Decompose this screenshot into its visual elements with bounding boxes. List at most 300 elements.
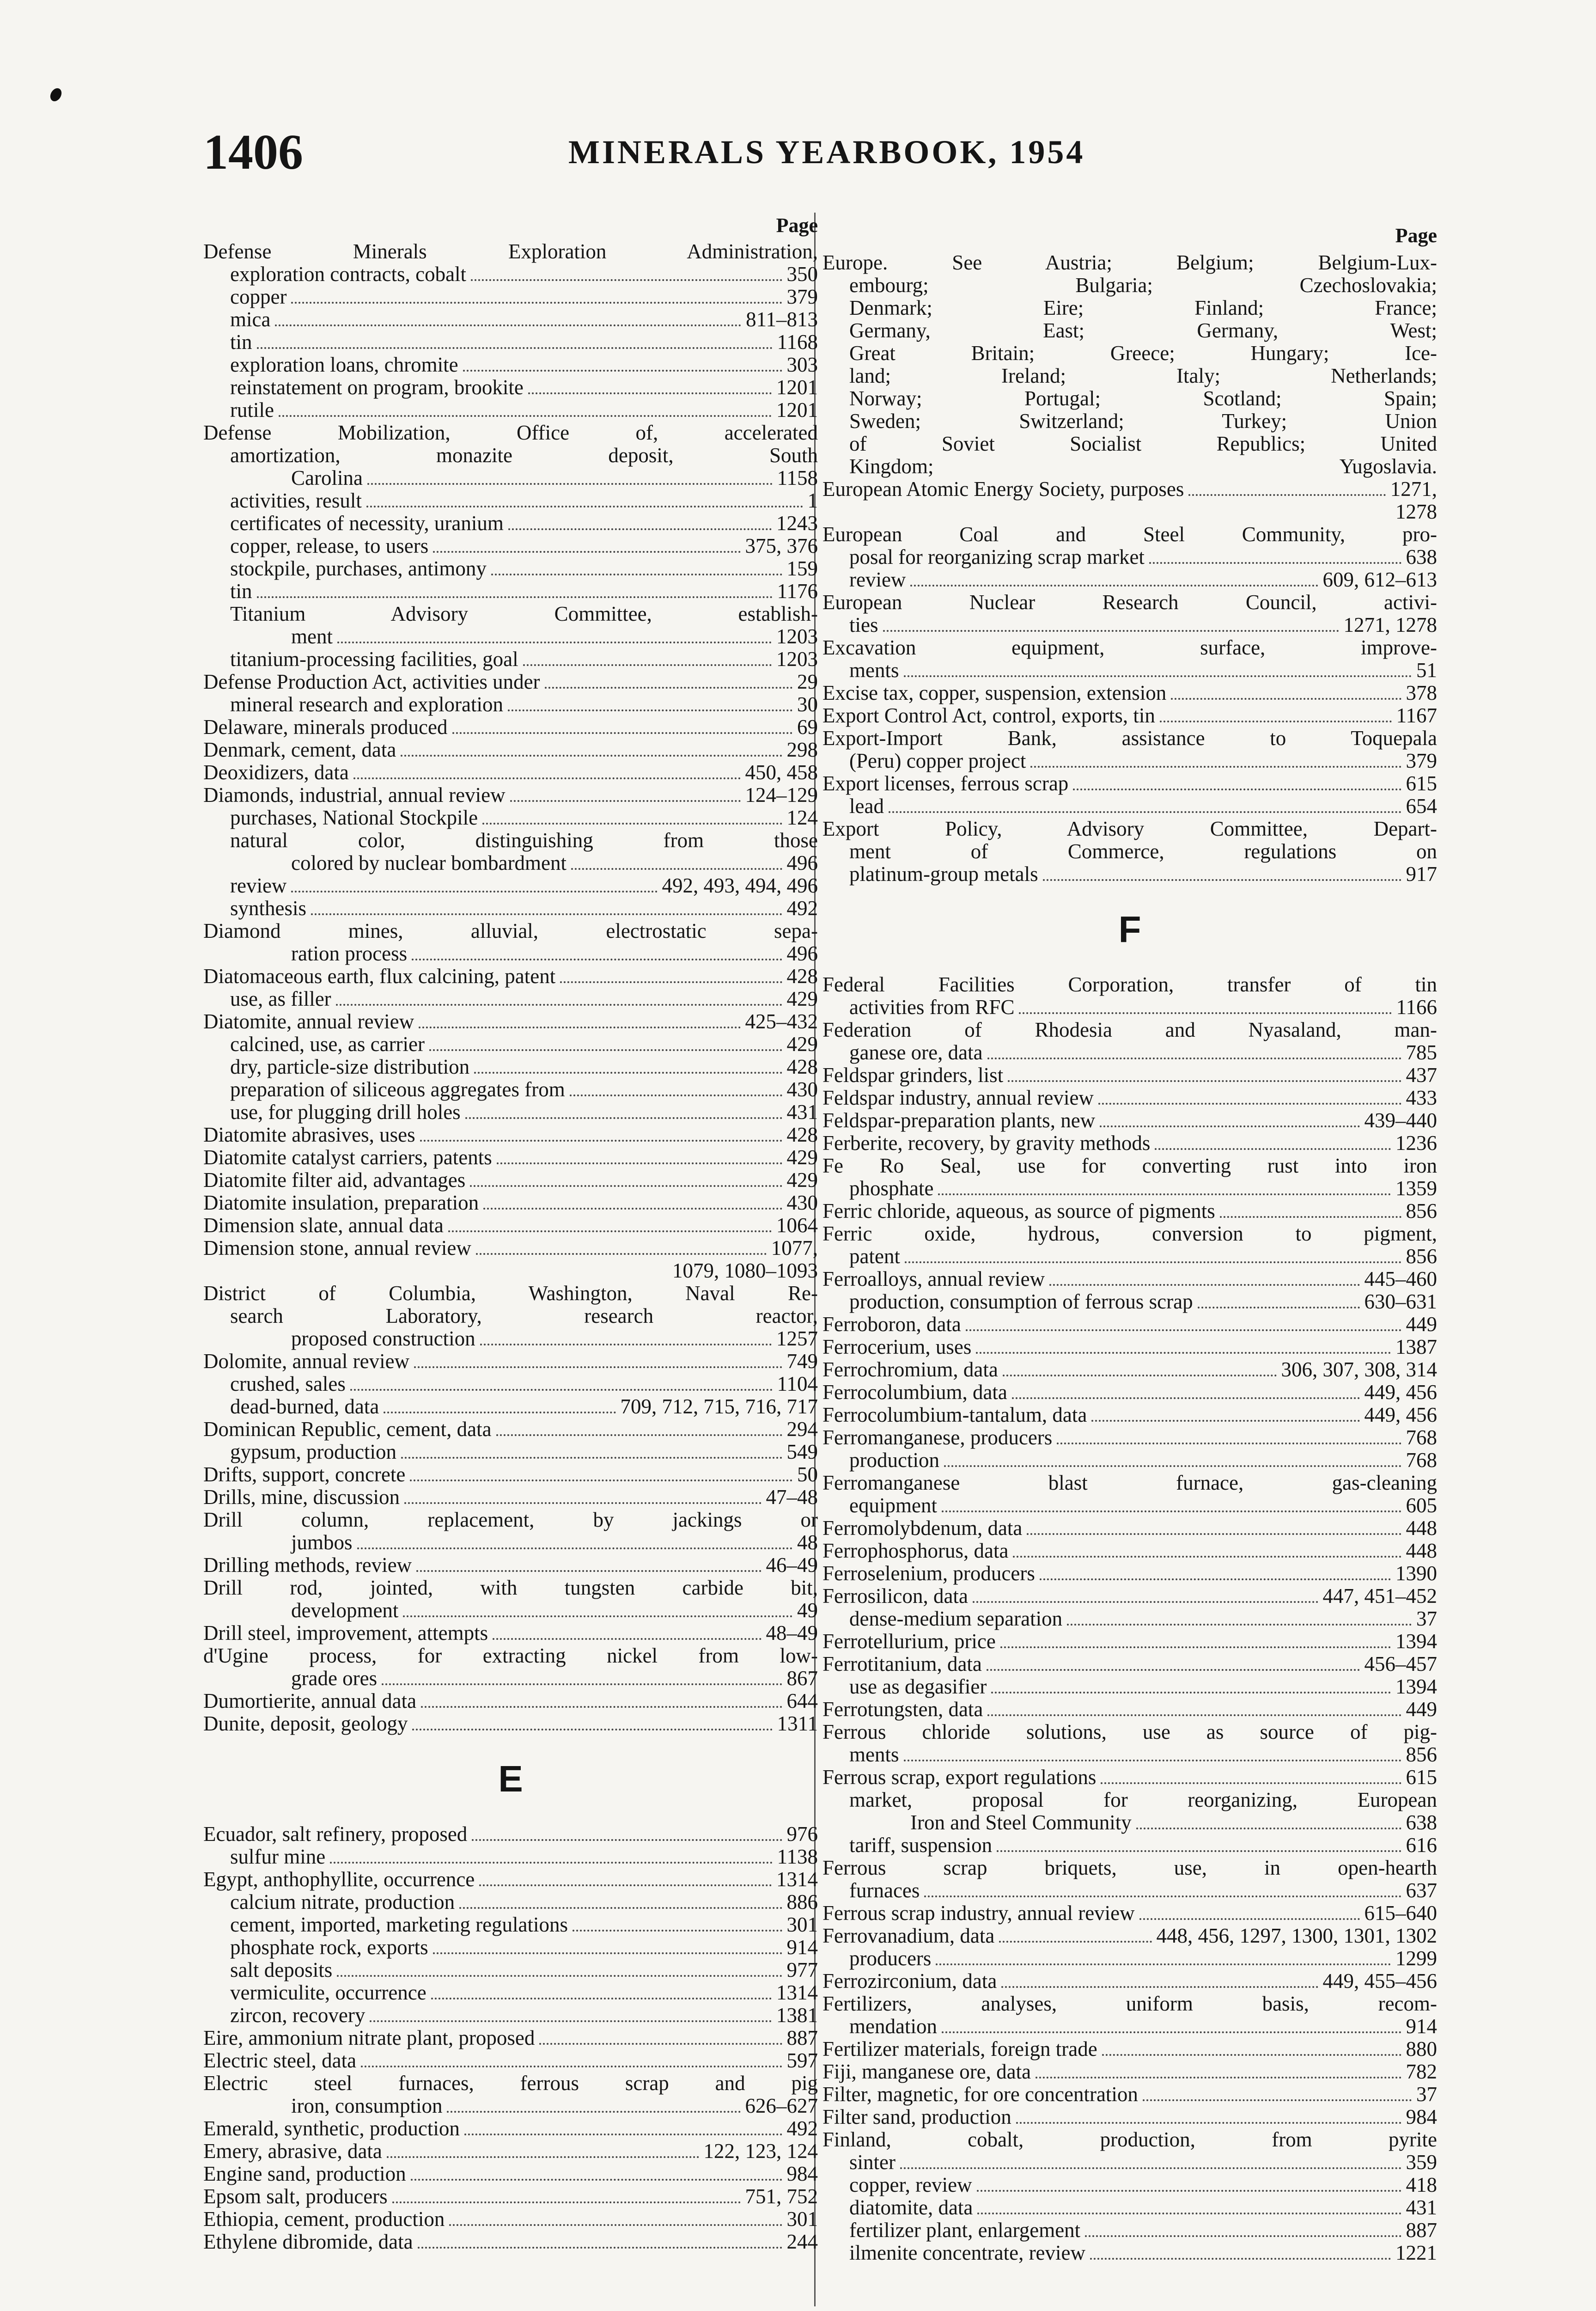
- page-ref: 46–49: [766, 1554, 818, 1577]
- entry-text: Ferromanganese, producers: [822, 1426, 1053, 1449]
- index-entry: [203, 1124, 818, 1146]
- entry-text: mendation: [849, 2015, 937, 2038]
- page-ref: 768: [1406, 1426, 1437, 1449]
- index-entry: [822, 1811, 1437, 1834]
- running-title: MINERALS YEARBOOK, 1954: [568, 134, 1085, 171]
- dot-leader: [361, 2066, 782, 2067]
- dot-leader: [412, 1729, 772, 1730]
- dot-leader: [414, 1366, 782, 1368]
- entry-text: activities, result: [230, 489, 362, 512]
- dot-leader: [1008, 1080, 1401, 1082]
- dot-leader: [496, 1434, 782, 1436]
- index-entry: [203, 1146, 818, 1169]
- entry-text: Ferrophosphorus, data: [822, 1540, 1009, 1562]
- dot-leader: [508, 709, 792, 711]
- entry-text: mica: [230, 308, 271, 331]
- entry-text: Federation of Rhodesia and Nyasaland, man-: [822, 1019, 1437, 1041]
- dot-leader: [987, 1669, 1360, 1671]
- index-entry: [822, 1494, 1437, 1517]
- dot-leader: [889, 811, 1401, 813]
- dot-leader: [1100, 1125, 1359, 1127]
- entry-text: Ferrous scrap industry, annual review: [822, 1902, 1135, 1925]
- index-entry: [822, 1358, 1437, 1381]
- index-entry: [822, 1766, 1437, 1789]
- dot-leader: [1073, 789, 1401, 790]
- index-entry: [203, 829, 818, 852]
- entry-text: tin: [230, 331, 252, 354]
- entry-text: Carolina: [291, 467, 363, 489]
- dot-leader: [257, 596, 773, 598]
- index-entry: [822, 1902, 1437, 1925]
- entry-text: copper: [230, 286, 287, 308]
- entry-text: Drill steel, improvement, attempts: [203, 1622, 488, 1645]
- entry-text: Fiji, manganese ore, data: [822, 2060, 1031, 2083]
- page-ref: 1176: [777, 580, 818, 603]
- page-ref: 1299: [1395, 1947, 1437, 1970]
- dot-leader: [1102, 2054, 1401, 2056]
- index-entry: [203, 1101, 818, 1124]
- index-entry: [203, 648, 818, 671]
- entry-text: Ferrocolumbium, data: [822, 1381, 1007, 1404]
- entry-text: Excise tax, copper, suspension, extension: [822, 682, 1167, 704]
- entry-text: Ferrotellurium, price: [822, 1630, 996, 1653]
- index-entry: [822, 2060, 1437, 2083]
- entry-text: review: [230, 874, 287, 897]
- entry-text: copper, release, to users: [230, 535, 429, 557]
- entry-text: Ferrotitanium, data: [822, 1653, 982, 1675]
- dot-leader: [275, 324, 741, 326]
- index-entry: [203, 1237, 818, 1259]
- page-ref: 1079, 1080–1093: [672, 1259, 818, 1282]
- dot-leader: [560, 981, 782, 983]
- index-entry: [203, 1823, 818, 1846]
- entry-text: ties: [849, 614, 878, 636]
- index-entry: [203, 444, 818, 467]
- dot-leader: [1049, 1284, 1359, 1286]
- dot-leader: [429, 1049, 782, 1051]
- entry-text: certificates of necessity, uranium: [230, 512, 504, 535]
- dot-leader: [279, 415, 772, 417]
- index-entry: [822, 410, 1437, 433]
- index-entry: [203, 1056, 818, 1078]
- page-ref: 379: [786, 286, 818, 308]
- index-entry: [203, 1554, 818, 1577]
- index-entry: [822, 1970, 1437, 1993]
- index-entry: [203, 535, 818, 557]
- index-entry: [203, 2095, 818, 2117]
- dot-leader: [366, 506, 803, 507]
- index-entry: [203, 693, 818, 716]
- dot-leader: [977, 2190, 1401, 2192]
- dot-leader: [480, 1344, 772, 1345]
- entry-text: Drills, mine, discussion: [203, 1486, 400, 1509]
- dot-leader: [1036, 2077, 1401, 2079]
- page-ref: 637: [1406, 1879, 1437, 1902]
- entry-text: Germany, East; Germany, West;: [849, 319, 1437, 342]
- dot-leader: [1139, 1918, 1360, 1920]
- index-entry: [203, 874, 818, 897]
- entry-text: Emerald, synthetic, production: [203, 2117, 460, 2140]
- entry-text: Fertilizer materials, foreign trade: [822, 2038, 1097, 2060]
- entry-text: Excavation equipment, surface, improve-: [822, 636, 1437, 659]
- page-ref: 1201: [776, 376, 818, 399]
- dot-leader: [401, 755, 782, 757]
- entry-text: preparation of siliceous aggregates from: [230, 1078, 565, 1101]
- entry-text: zircon, recovery: [230, 2004, 365, 2027]
- entry-text: patent: [849, 1245, 900, 1268]
- entry-text: use, for plugging drill holes: [230, 1101, 461, 1124]
- dot-leader: [459, 1907, 782, 1909]
- page-ref: 492: [786, 897, 818, 920]
- page-ref: 159: [786, 557, 818, 580]
- entry-text: Ferroselenium, producers: [822, 1562, 1035, 1585]
- index-entry: [203, 2163, 818, 2185]
- index-entry: [822, 1223, 1437, 1245]
- dot-leader: [510, 800, 741, 802]
- entry-text: natural color, distinguishing from those: [230, 829, 818, 852]
- index-entry: [822, 1087, 1437, 1109]
- entry-text: stockpile, purchases, antimony: [230, 557, 487, 580]
- index-entry: [822, 1675, 1437, 1698]
- entry-text: Dimension slate, annual data: [203, 1214, 444, 1237]
- page-ref: 1221: [1395, 2242, 1437, 2264]
- page-ref: 449, 455–456: [1322, 1970, 1437, 1993]
- page-ref: 1138: [777, 1846, 818, 1868]
- dot-leader: [1085, 2235, 1401, 2237]
- entry-text: Fertilizers, analyses, uniform basis, recom-: [822, 1993, 1437, 2015]
- index-entry: [822, 1177, 1437, 1200]
- index-entry: [822, 1947, 1437, 1970]
- index-entry: [822, 1721, 1437, 1743]
- page-ref: 867: [786, 1667, 818, 1690]
- dot-leader: [353, 777, 741, 779]
- entry-text: Dumortierite, annual data: [203, 1690, 417, 1712]
- index-entry: [822, 1200, 1437, 1223]
- entry-text: Ferroboron, data: [822, 1313, 961, 1336]
- page-ref: 856: [1406, 1200, 1437, 1223]
- index-entry: [203, 1712, 818, 1735]
- index-entry: [203, 716, 818, 739]
- index-entry: [203, 557, 818, 580]
- index-entry: [822, 1019, 1437, 1041]
- page-ref: 644: [786, 1690, 818, 1712]
- dot-leader: [571, 868, 782, 870]
- page-ref: 1064: [776, 1214, 818, 1237]
- entry-text: iron, consumption: [291, 2095, 443, 2117]
- dot-leader: [1188, 494, 1385, 496]
- page-ref: 124: [786, 807, 818, 829]
- index-entry: [203, 1486, 818, 1509]
- entry-text: market, proposal for reorganizing, European: [849, 1789, 1437, 1811]
- page-ref: 605: [1406, 1494, 1437, 1517]
- dot-leader: [1001, 1986, 1318, 1988]
- dot-leader: [465, 1117, 782, 1119]
- entry-text: sinter: [849, 2151, 895, 2174]
- index-page-continuation: [822, 501, 1437, 523]
- dot-leader: [545, 687, 792, 689]
- dot-leader: [491, 574, 782, 575]
- page-ref: 977: [786, 1959, 818, 1981]
- entry-text: Emery, abrasive, data: [203, 2140, 382, 2163]
- index-entry: [203, 1214, 818, 1237]
- left-entries: [203, 240, 818, 2253]
- entry-text: Ferrous scrap briquets, use, in open-hearth: [822, 1857, 1437, 1879]
- page-ref: 597: [786, 2049, 818, 2072]
- index-entry: [203, 2208, 818, 2231]
- dot-leader: [392, 2201, 741, 2203]
- dot-leader: [1013, 1556, 1401, 1558]
- dot-leader: [482, 823, 782, 825]
- entry-text: Diatomite, annual review: [203, 1010, 414, 1033]
- index-entry: [203, 1282, 818, 1305]
- entry-text: District of Columbia, Washington, Naval Re-: [203, 1282, 818, 1305]
- page-ref: 880: [1406, 2038, 1437, 2060]
- entry-text: calcined, use, as carrier: [230, 1033, 425, 1056]
- entry-text: rutile: [230, 399, 274, 422]
- page-ref: 917: [1406, 863, 1437, 886]
- entry-text: producers: [849, 1947, 932, 1970]
- entry-text: Electric steel furnaces, ferrous scrap and pig: [203, 2072, 818, 2095]
- index-entry: [203, 2231, 818, 2253]
- entry-text: Ferberite, recovery, by gravity methods: [822, 1132, 1151, 1155]
- page-ref: 449, 456: [1364, 1381, 1437, 1404]
- index-entry: [822, 1925, 1437, 1947]
- dot-leader: [357, 1547, 792, 1549]
- entry-text: European Coal and Steel Community, pro-: [822, 523, 1437, 546]
- index-entry: [822, 840, 1437, 863]
- dot-leader: [924, 1895, 1401, 1897]
- page-ref: 379: [1406, 750, 1437, 772]
- index-entry: [203, 1622, 818, 1645]
- dot-leader: [508, 528, 772, 530]
- page-ref: 449: [1406, 1698, 1437, 1721]
- entry-text: Export licenses, ferrous scrap: [822, 772, 1069, 795]
- index-entry: [203, 1305, 818, 1327]
- dot-leader: [1003, 1375, 1277, 1376]
- dot-leader: [936, 1963, 1391, 1965]
- index-entry: [822, 342, 1437, 365]
- index-entry: [822, 2242, 1437, 2264]
- page-ref: 1201: [776, 399, 818, 422]
- dot-leader: [910, 585, 1318, 587]
- index-entry: [822, 433, 1437, 455]
- entry-text: Ethiopia, cement, production: [203, 2208, 445, 2231]
- dot-leader: [1030, 766, 1401, 768]
- page-ref: 428: [786, 1124, 818, 1146]
- entry-text: Dimension stone, annual review: [203, 1237, 471, 1259]
- entry-text: calcium nitrate, production: [230, 1891, 455, 1914]
- page-ref: 429: [786, 1146, 818, 1169]
- page-ref: 124–129: [745, 784, 818, 807]
- page-ref: 430: [786, 1192, 818, 1214]
- index-entry: [822, 297, 1437, 319]
- dot-leader: [483, 1208, 782, 1210]
- section-letter: F: [1118, 909, 1141, 950]
- page-ref: 425–432: [745, 1010, 818, 1033]
- dot-leader: [573, 1930, 782, 1932]
- index-entry: [822, 2174, 1437, 2196]
- dot-leader: [944, 1465, 1401, 1467]
- page-ref: 609, 612–613: [1322, 569, 1437, 591]
- index-entry: [203, 1033, 818, 1056]
- entry-text: diatomite, data: [849, 2196, 973, 2219]
- entry-text: Ferric chloride, aqueous, as source of pigments: [822, 1200, 1215, 1223]
- entry-text: dead-burned, data: [230, 1395, 379, 1418]
- entry-text: of Soviet Socialist Republics; United: [849, 433, 1437, 455]
- dot-leader: [1040, 1578, 1391, 1580]
- dot-leader: [570, 1094, 782, 1096]
- entry-text: Sweden; Switzerland; Turkey; Union: [849, 410, 1437, 433]
- entry-text: Norway; Portugal; Scotland; Spain;: [849, 387, 1437, 410]
- entry-text: exploration loans, chromite: [230, 354, 458, 376]
- dot-leader: [1101, 1782, 1401, 1784]
- dot-leader: [966, 1329, 1401, 1331]
- index-entry: [822, 478, 1437, 501]
- page-ref: 429: [786, 988, 818, 1010]
- dot-leader: [1149, 562, 1401, 564]
- index-entry: [822, 1064, 1437, 1087]
- entry-text: Europe. See Austria; Belgium; Belgium-Lux-: [822, 251, 1437, 274]
- index-entry: [203, 1441, 818, 1463]
- index-entry: [203, 2117, 818, 2140]
- index-entry: [203, 1192, 818, 1214]
- page-ref: 49: [797, 1599, 818, 1622]
- entry-text: cement, imported, marketing regulations: [230, 1914, 568, 1936]
- page-ref: 768: [1406, 1449, 1437, 1472]
- index-entry: [822, 365, 1437, 387]
- page-ref: 1203: [776, 648, 818, 671]
- index-entry: [822, 1290, 1437, 1313]
- page-ref: 496: [786, 942, 818, 965]
- entry-text: Ferrotungsten, data: [822, 1698, 983, 1721]
- dot-leader: [497, 1162, 782, 1164]
- index-entry: [822, 1381, 1437, 1404]
- dot-leader: [411, 2179, 782, 2181]
- dot-leader: [367, 483, 773, 485]
- entry-text: Feldspar-preparation plants, new: [822, 1109, 1096, 1132]
- index-entry: [203, 1418, 818, 1441]
- index-entry: [203, 2140, 818, 2163]
- index-entry: [822, 1426, 1437, 1449]
- index-entry: [822, 546, 1437, 569]
- page-ref: 1311: [777, 1712, 818, 1735]
- entry-text: copper, review: [849, 2174, 972, 2196]
- entry-text: Dolomite, annual review: [203, 1350, 410, 1373]
- index-entry: [203, 1350, 818, 1373]
- page-ref: 306, 307, 308, 314: [1281, 1358, 1437, 1381]
- index-entry: [203, 625, 818, 648]
- index-entry: [822, 727, 1437, 750]
- dot-leader: [942, 1510, 1401, 1512]
- page-ref: 433: [1406, 1087, 1437, 1109]
- dot-leader: [447, 2111, 740, 2113]
- page-ref: 298: [786, 739, 818, 761]
- index-entry: [822, 614, 1437, 636]
- page-ref: 1314: [776, 1868, 818, 1891]
- entry-text: Diamonds, industrial, annual review: [203, 784, 506, 807]
- dot-leader: [973, 1601, 1318, 1603]
- dot-leader: [523, 664, 772, 666]
- index-entry: [822, 1472, 1437, 1494]
- page-ref: 301: [786, 1914, 818, 1936]
- index-entry: [822, 591, 1437, 614]
- dot-leader: [479, 1884, 772, 1886]
- page-column-heading: Page: [1395, 224, 1437, 247]
- page-ref: 439–440: [1364, 1109, 1437, 1132]
- page-ref: 122, 123, 124: [703, 2140, 818, 2163]
- dot-leader: [991, 1692, 1391, 1694]
- page-ref: 429: [786, 1033, 818, 1056]
- dot-leader: [336, 1004, 782, 1006]
- page-ref: 448, 456, 1297, 1300, 1301, 1302: [1156, 1925, 1437, 1947]
- page-ref: 445–460: [1364, 1268, 1437, 1290]
- entry-text: Export Control Act, control, exports, tin: [822, 704, 1155, 727]
- index-entry: [203, 2185, 818, 2208]
- entry-text: Feldspar industry, annual review: [822, 1087, 1094, 1109]
- index-entry: [822, 1993, 1437, 2015]
- entry-text: Drill rod, jointed, with tungsten carbide bit,: [203, 1577, 818, 1599]
- index-entry: [203, 942, 818, 965]
- dot-leader: [1067, 1624, 1412, 1626]
- page-ref: 48: [797, 1531, 818, 1554]
- dot-leader: [433, 1952, 782, 1954]
- index-entry: [203, 807, 818, 829]
- index-entry: [822, 1155, 1437, 1177]
- index-entry: [822, 2128, 1437, 2151]
- dot-leader: [976, 1352, 1391, 1354]
- index-entry: [822, 973, 1437, 996]
- entry-text: Defense Production Act, activities under: [203, 671, 540, 693]
- page-ref: 244: [786, 2231, 818, 2253]
- page-column-heading: Page: [776, 214, 818, 237]
- page-ref: 1394: [1395, 1675, 1437, 1698]
- index-entry: [822, 682, 1437, 704]
- page-ref: 428: [786, 1056, 818, 1078]
- index-entry: [822, 1789, 1437, 1811]
- dot-leader: [904, 675, 1412, 677]
- dot-leader: [987, 1714, 1401, 1716]
- section-letter: E: [498, 1758, 523, 1799]
- index-entry: [822, 2219, 1437, 2242]
- page-ref: 301: [786, 2208, 818, 2231]
- page-ref: 492, 493, 494, 496: [662, 874, 818, 897]
- index-entry: [203, 2027, 818, 2049]
- page-ref: 1394: [1395, 1630, 1437, 1653]
- entry-text: Ferrous scrap, export regulations: [822, 1766, 1096, 1789]
- entry-text: Finland, cobalt, production, from pyrite: [822, 2128, 1437, 2151]
- page-ref: 749: [786, 1350, 818, 1373]
- entry-text: posal for reorganizing scrap market: [849, 546, 1145, 569]
- index-entry: [203, 671, 818, 693]
- page-ref: 626–627: [745, 2095, 818, 2117]
- index-entry: [203, 512, 818, 535]
- dot-leader: [1012, 1397, 1360, 1399]
- index-entry: [203, 1463, 818, 1486]
- entry-text: platinum-group metals: [849, 863, 1038, 886]
- dot-leader: [337, 1975, 782, 1977]
- dot-leader: [472, 1839, 782, 1841]
- index-entry: [822, 2015, 1437, 2038]
- dot-leader: [476, 1253, 767, 1255]
- index-entry: [203, 1327, 818, 1350]
- index-entry: [203, 1531, 818, 1554]
- dot-leader: [464, 2134, 782, 2135]
- entry-text: ganese ore, data: [849, 1041, 983, 1064]
- page-ref: 654: [1406, 795, 1437, 818]
- dot-leader: [905, 1261, 1401, 1263]
- dot-leader: [539, 2043, 782, 2045]
- index-entry: [822, 1268, 1437, 1290]
